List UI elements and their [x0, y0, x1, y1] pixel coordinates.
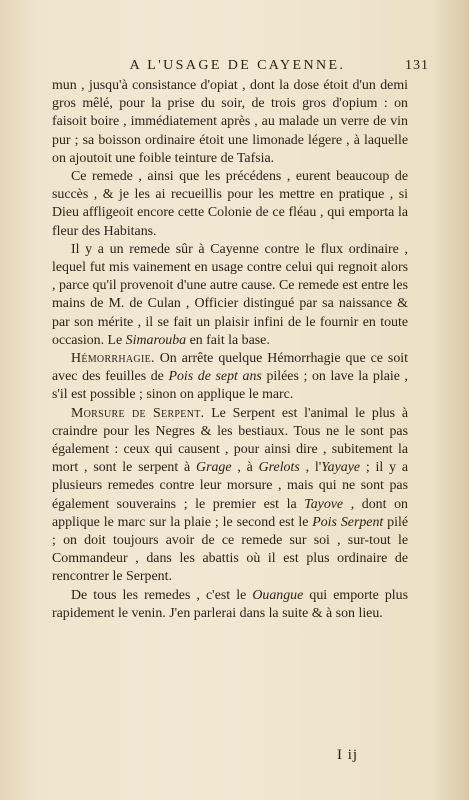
paragraph-text: Il y a un remede sûr à Cayenne contre le flux ordinaire , lequel fut mis vainement en usage contre celui qui regnoit alors , parce qu'il provenoit d'une autre cause. Ce remede est entre les mains de M. de Culan , Officier distingué par sa naissance & par son mérite , il se fait un plaisir infini de le fournir en toute occasion. Le — [52, 241, 408, 348]
italic-term: Grage — [196, 460, 232, 476]
paragraph-text: De tous les remedes , c'est le — [71, 587, 253, 603]
paragraph-text: qui emporte plus rapidement le venin. J'en parlerai dans la suite & à son lieu. — [52, 587, 408, 621]
running-title: A L'USAGE DE CAYENNE. — [129, 58, 346, 73]
running-head — [70, 58, 429, 74]
section-heading: Hémorrhagie. — [71, 351, 155, 367]
italic-term: Yayaye — [321, 460, 361, 476]
paragraph-text: , dont on applique le marc sur la plaie ; le second est le — [52, 496, 408, 530]
italic-term: Pois de sept ans — [168, 369, 262, 385]
italic-term: Simarouba — [125, 332, 187, 348]
paragraph-snake-bite — [52, 405, 408, 587]
italic-term: Tayove — [304, 496, 344, 512]
paragraph-text: Ce remede , ainsi que les précédens , eurent beaucoup de succès , & je les ai recueillis pour les mettre en pratique , si Dieu affligeoit encore cette Colonie de ce fléau , qui emporta la fleur des Habitans. — [52, 169, 408, 239]
section-heading: Morsure de Serpent. — [71, 405, 205, 421]
paragraph-flux-remedy — [52, 241, 408, 350]
paragraph-ouangue — [52, 587, 408, 623]
italic-term: Grelots — [258, 460, 300, 476]
paragraph-text: pilées ; on lave la plaie , s'il est possible ; sinon on applique le marc. — [52, 369, 408, 403]
paragraph-text: ; il y a plusieurs remedes contre leur morsure , mais qui ne sont pas également souverains ; le premier est la — [52, 460, 408, 512]
paragraph-text: , à — [231, 460, 259, 476]
italic-term: Ouangue — [252, 587, 304, 603]
paragraph-text: en fait la base. — [186, 332, 270, 348]
body-text — [52, 77, 408, 623]
page-number: 131 — [405, 58, 429, 73]
signature-mark: I ij — [337, 747, 359, 763]
paragraph-hemorrhage — [52, 350, 408, 405]
paragraph-opiat — [52, 77, 408, 168]
paragraph-text: Le Serpent est l'animal le plus à craindre pour les Negres & les bestiaux. Tous ne le sont pas également : ceux qui causent , pour ainsi dire , subitement la mort , sont le serpent à — [52, 405, 408, 476]
paragraph-text: On arrête quelque Hémorrhagie que ce soit avec des feuilles de — [52, 351, 408, 385]
italic-term: Pois Serpent — [312, 514, 384, 530]
paragraph-text: , l' — [299, 460, 322, 476]
paragraph-text: pilé ; on doit toujours avoir de ce remede sur soi , sur-tout le Commandeur , dans les abattis où il est plus ordinaire de rencontrer le Serpent. — [52, 514, 408, 585]
paragraph-text: mun , jusqu'à consistance d'opiat , dont la dose étoit d'un demi gros mêlé, pour la prise du soir, de trois gros d'opium : on faisoit boire , immédiatement après , au malade un verre de vin pur ; sa boisson ordinaire étoit une limonade légere , à laquelle on ajoutoit une foible teinture de Tafsia. — [52, 78, 408, 166]
paragraph-remedy-success — [52, 168, 408, 241]
